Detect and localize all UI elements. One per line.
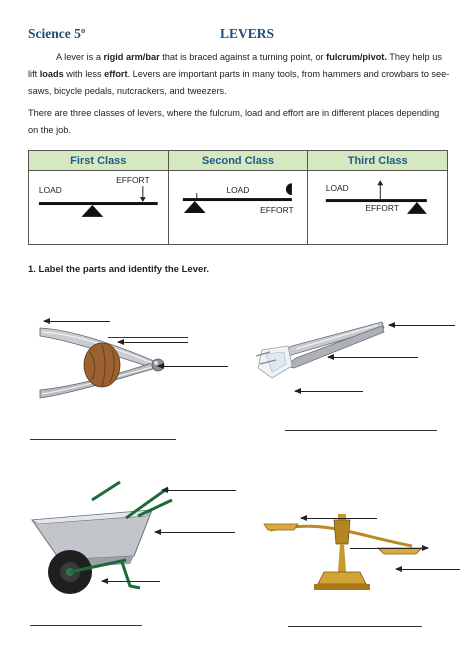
intro-paragraph: A lever is a rigid arm/bar that is braced against a turning point, or fulcrum/pivot. They help us lift loads with less effort. Levers are important parts in many tools, from hammers and crowbars to see-saws, bicycle pedals, nutcrackers, and tweezers. [28,52,450,96]
third-effort-label: EFFORT [365,202,400,213]
first-fulcrum [81,205,103,217]
third-fulcrum [407,202,427,214]
third-load-label: LOAD [326,183,350,194]
third-effort-arrowhead [378,180,384,185]
first-class-header: First Class [29,151,169,171]
first-class-diagram [29,171,169,245]
scale-arrow-3 [396,569,460,570]
nutcracker-arrow-2 [118,342,188,343]
first-effort-label: EFFORT [116,175,150,186]
second-lever-bar [182,198,291,201]
second-class-diagram [168,171,308,245]
tongs-arrow-3 [295,391,363,392]
wheelbarrow-answer-line [30,625,142,626]
scale-arrow-2 [350,548,428,549]
scale-answer-line [288,626,422,627]
nutcracker-arrow-3 [158,366,228,367]
tongs-arrow-1 [389,325,455,326]
nutcracker-answer-line [30,439,176,440]
tongs-arrow-2 [328,357,418,358]
nutcracker-image [38,320,173,405]
subject-label: Science 5º [28,26,86,41]
second-load-label: LOAD [226,185,249,196]
second-effort-marker [286,183,292,195]
second-class-header: Second Class [168,151,308,171]
third-lever-bar [326,199,427,202]
wheelbarrow-image [30,478,180,603]
first-load-label: LOAD [38,185,62,196]
exercise-question: 1. Label the parts and identify the Lever. [28,264,210,275]
page-title: LEVERS [220,26,275,41]
wheelbarrow-arrow-1 [162,490,236,491]
second-effort-label: EFFORT [259,204,294,215]
third-class-diagram [308,171,448,245]
lever-classes-table [28,150,448,245]
first-effort-arrowhead [140,197,146,202]
first-lever-bar [39,202,158,205]
wheelbarrow-arrow-2 [155,532,235,533]
classes-paragraph: There are three classes of levers, where the fulcrum, load and effort are in different places depending on the job. [28,108,440,135]
scale-arrow-1 [301,518,377,519]
tongs-image [252,316,387,391]
third-class-header: Third Class [308,151,448,171]
balance-scale-image [262,500,432,592]
nutcracker-label-line [108,337,188,338]
second-fulcrum [183,201,205,213]
tongs-answer-line [285,430,437,431]
wheelbarrow-arrow-3 [102,581,160,582]
nutcracker-arrow-1 [44,321,110,322]
